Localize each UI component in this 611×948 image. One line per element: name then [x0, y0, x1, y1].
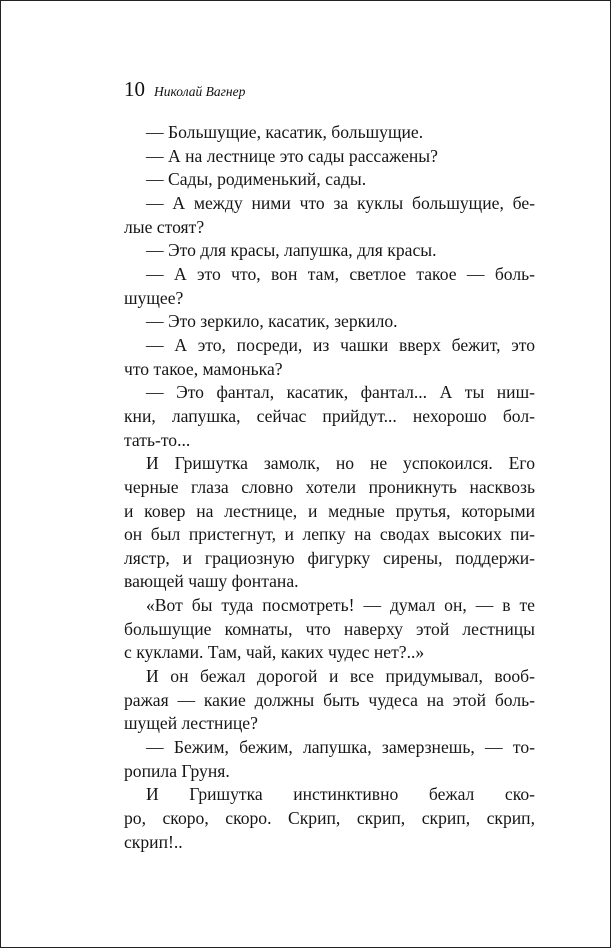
text-line: И Гришутка замолк, но не успокоился. Его [146, 453, 535, 474]
text-line: тать-то... [124, 429, 191, 450]
text-line: черные глаза словно хотели проникнуть насквозь [124, 476, 535, 497]
text-line: — Это зеркило, касатик, зеркило. [146, 311, 398, 332]
text-line: лястр, и грациозную фигурку сирены, поддержи- [124, 547, 535, 568]
text-line: шущей лестнице? [124, 713, 258, 734]
text-line: шущее? [124, 287, 184, 308]
text-line: ро, скоро, скоро. Скрип, скрип, скрип, скрип, [124, 808, 535, 829]
text-line: — А на лестнице это сады рассажены? [146, 145, 438, 166]
text-line: кни, лапушка, сейчас прийдут... нехорошо бол- [124, 405, 535, 426]
page-number: 10 [124, 77, 145, 101]
text-line: И Гришутка инстинктивно бежал ско- [146, 784, 535, 805]
text-line: большущие комнаты, что наверху этой лестницы [124, 618, 535, 639]
text-line: — А это, посреди, из чашки вверх бежит, это [146, 334, 535, 355]
text-line: И он бежал дорогой и все придумывал, вооб- [146, 666, 535, 687]
text-line: с куклами. Там, чай, каких чудес нет?..» [124, 642, 425, 663]
text-line: — Бежим, бежим, лапушка, замерзнешь, — то- [146, 737, 535, 758]
text-line: лые стоят? [124, 216, 205, 237]
body-text [124, 121, 535, 854]
text-line: — Сады, родименький, сады. [146, 169, 367, 190]
text-line: — Это для красы, лапушка, для красы. [146, 240, 437, 261]
text-line: и ковер на лестнице, и медные прутья, которыми [124, 500, 535, 521]
text-line: скрип!.. [124, 831, 183, 852]
text-line: «Вот бы туда посмотреть! — думал он, — в те [146, 595, 535, 616]
text-line: вающей чашу фонтана. [124, 571, 299, 592]
text-line: — Это фантал, касатик, фантал... А ты ниш- [146, 382, 535, 403]
text-line: что такое, мамонька? [124, 358, 283, 379]
author-name: Николай Вагнер [154, 84, 246, 99]
text-line: — А между ними что за куклы большущие, бе- [146, 192, 535, 213]
text-line: — А это что, вон там, светлое такое — боль- [146, 263, 535, 284]
text-line: ражая — какие должны быть чудеса на этой боль- [124, 689, 535, 710]
text-line: ропила Груня. [124, 760, 230, 781]
running-header [124, 77, 245, 102]
text-line: он был пристегнут, и лепку на сводах высоких пи- [124, 524, 535, 545]
text-line: — Большущие, касатик, большущие. [146, 122, 424, 142]
